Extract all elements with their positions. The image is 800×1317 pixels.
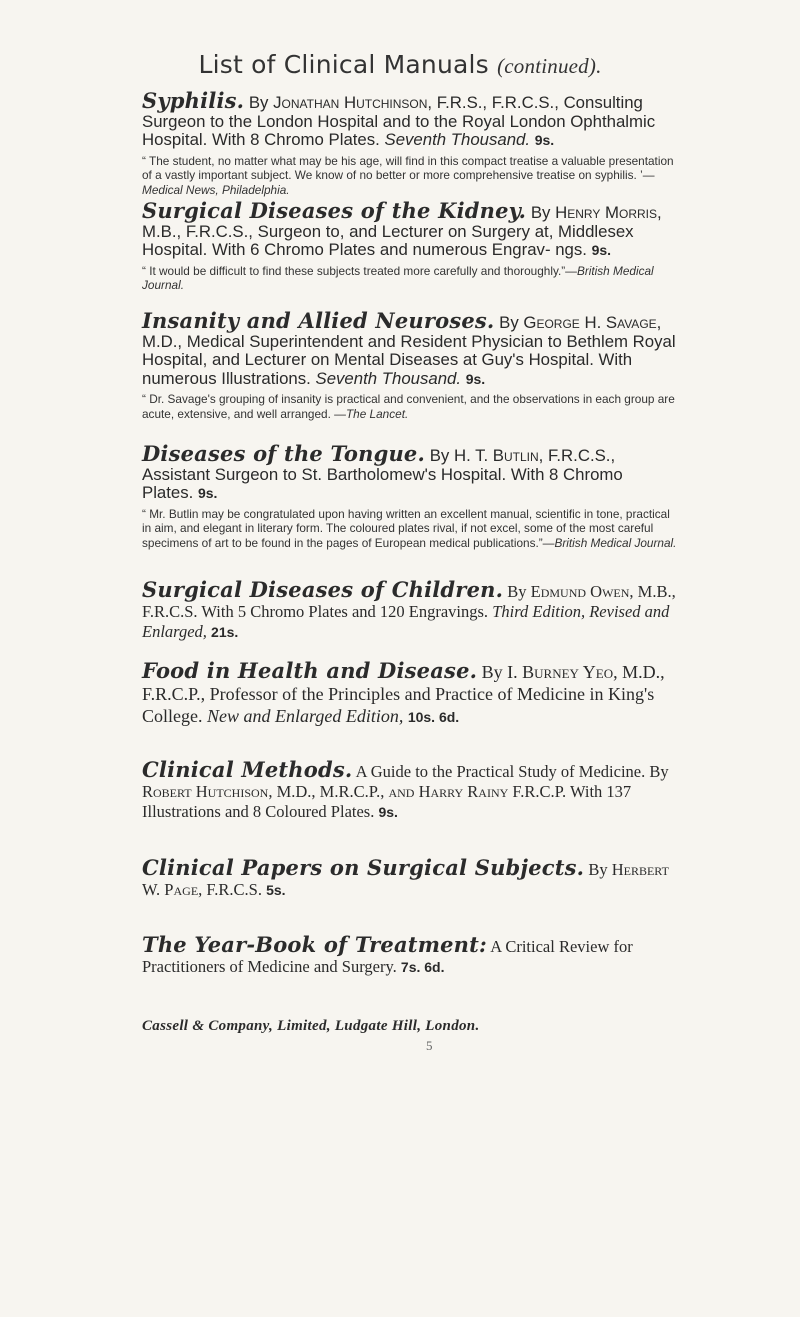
entry-description: A Guide to the Practical Study of Medicine.	[355, 762, 646, 781]
entry-quote	[142, 264, 678, 293]
entry-edition: Third Edition, Revised and Enlarged,	[142, 602, 670, 641]
entry-price: 9s.	[534, 132, 555, 148]
entry-detail: With 137 Illustrations and 8 Coloured Plates.	[142, 782, 632, 821]
publisher-imprint: Cassell & Company, Limited, Ludgate Hill, London.	[142, 1018, 480, 1034]
entry-price: 7s. 6d.	[400, 959, 445, 975]
entry-by: By	[248, 93, 269, 112]
entry-insanity	[142, 308, 678, 421]
entry-title: Insanity and Allied Neuroses.	[142, 308, 495, 333]
quote-source: British Medical Journal.	[554, 535, 677, 550]
entry-title: Surgical Diseases of the Kidney.	[142, 198, 527, 223]
entry-children	[142, 577, 678, 642]
quote-text: “ Dr. Savage's grouping of insanity is practical and convenient, and the observations in each group are acute, extensive, and well arranged. —	[142, 392, 675, 421]
entry-clinical-methods	[142, 757, 678, 822]
entry-clinical-papers	[142, 855, 678, 900]
entry-price: 5s.	[266, 882, 286, 898]
quote-text: “ It would be difficult to find these subjects treated more carefully and thoroughly.”—	[142, 263, 577, 278]
entry-author: Herbert W. Page, F.R.C.S.	[142, 860, 669, 899]
continued-label: (continued).	[497, 54, 602, 78]
entry-edition: New and Enlarged Edition,	[207, 706, 404, 726]
entry-kidney	[142, 198, 678, 293]
entry-by: By	[530, 203, 551, 222]
entry-edition: Seventh Thousand.	[315, 368, 462, 388]
entry-description: Assistant Surgeon to St. Bartholomew's Hospital. With 8 Chromo Plates.	[142, 464, 623, 502]
entry-title: Clinical Methods.	[142, 757, 353, 782]
entry-year-book	[142, 932, 678, 977]
entry-by: By	[588, 860, 608, 879]
quote-source: The Lancet.	[345, 406, 409, 421]
quote-text: “ The student, no matter what may be his age, will find in this compact treatise a valuable presentation of a vastly important subject. We know of no better or more comprehensive treatise on syphilis. ’—	[142, 153, 674, 182]
entry-price: 9s.	[591, 242, 612, 258]
entry-by: By	[499, 313, 519, 332]
entry-description: Consulting Surgeon to the London Hospital and to the Royal London Ophthalmic Hospital. With 8 Chromo Plates.	[142, 93, 656, 149]
entry-price: 21s.	[211, 624, 239, 640]
entry-quote	[142, 154, 678, 198]
entry-by: By	[507, 582, 527, 601]
entry-description: Surgeon to, and Lecturer on Surgery at, Middlesex Hospital. With 6 Chromo Plates and numerous Engrav- ngs.	[142, 221, 634, 259]
entry-author: H. T. Butlin, F.R.C.S.,	[453, 446, 616, 465]
entry-title: Diseases of the Tongue.	[142, 441, 426, 466]
entry-author: Jonathan Hutchinson, F.R.S., F.R.C.S.,	[273, 93, 559, 112]
quote-source: Medical News, Philadelphia.	[142, 182, 290, 197]
entry-title: Syphilis.	[142, 88, 245, 113]
entry-syphilis	[142, 88, 678, 197]
entry-author: I. Burney Yeo, M.D., F.R.C.P.,	[142, 662, 665, 704]
entry-author: Robert Hutchison, M.D., M.R.C.P., and Harry Rainy F.R.C.P.	[142, 782, 567, 801]
entry-title: Clinical Papers on Surgical Subjects.	[142, 855, 585, 880]
entry-description: With 5 Chromo Plates and 120 Engravings.	[201, 602, 489, 621]
entry-price: 9s.	[465, 370, 486, 387]
quote-source: British Medical Journal.	[142, 263, 654, 292]
entry-by: By	[481, 662, 503, 682]
entry-price: 10s. 6d.	[407, 709, 460, 725]
entry-author: Henry Morris, M.B., F.R.C.S.,	[142, 203, 662, 241]
entry-title: Surgical Diseases of Children.	[142, 577, 504, 602]
entry-author: George H. Savage, M.D.,	[142, 313, 662, 351]
entry-food	[142, 660, 678, 728]
entry-description: Professor of the Principles and Practice of Medicine in King's College.	[142, 684, 655, 726]
entry-description: Medical Superintendent and Resident Physician to Bethlem Royal Hospital, and Lecturer on Mental Diseases at Guy's Hospital. With numerous Illustrations.	[142, 331, 676, 388]
entry-price: 9s.	[197, 485, 218, 501]
entry-description: A Critical Review for Practitioners of Medicine and Surgery.	[142, 937, 633, 976]
page-title-text: List of Clinical Manuals	[198, 50, 489, 79]
entry-author: Edmund Owen, M.B., F.R.C.S.	[142, 582, 676, 621]
entry-title: The Year-Book of Treatment:	[142, 932, 487, 957]
entry-edition: Seventh Thousand.	[384, 130, 531, 149]
entry-title: Food in Health and Disease.	[142, 658, 478, 683]
quote-text: “ Mr. Butlin may be congratulated upon having written an excellent manual, scientific in tone, practical in aim, and elegant in literary form. The coloured plates rival, if not excel, some of the most careful specimens of art to be found in the pages of European medical publications.”—	[142, 506, 670, 550]
entry-by: By	[649, 762, 669, 781]
entry-price: 9s.	[378, 804, 398, 820]
entry-quote	[142, 392, 678, 421]
page-title	[0, 50, 800, 79]
entry-tongue	[142, 441, 678, 550]
page-number: 5	[426, 1038, 433, 1053]
entry-by: By	[429, 446, 450, 465]
entry-quote	[142, 507, 678, 551]
